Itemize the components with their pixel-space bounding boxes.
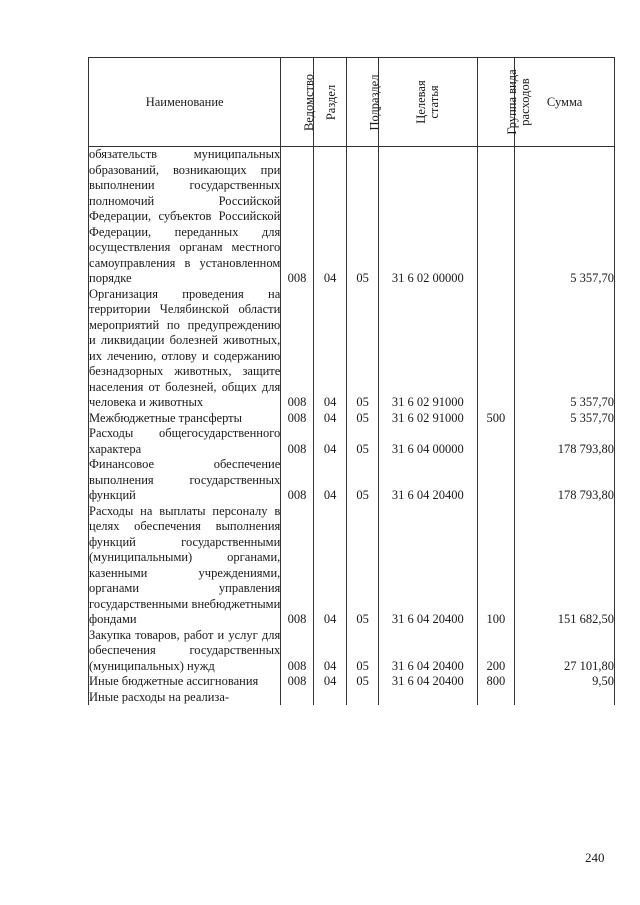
- row-razdel-cell: 04: [313, 504, 347, 628]
- row-name-cell: обязательств муниципальных образований, возникающих при выполнении государственных полномочий Российской Федерации, субъектов Российской Федерации, переданных для осуществления органам местного самоуправления в установленном порядке: [89, 147, 281, 285]
- header-name-label: Наименование: [145, 94, 224, 109]
- row-vedomstvo-cell: 008: [281, 411, 314, 427]
- row-vedomstvo-cell: [281, 690, 314, 706]
- table-row: [89, 628, 615, 675]
- row-summa-cell: 151 682,50: [515, 504, 615, 628]
- row-razdel-cell: 04: [313, 457, 347, 504]
- row-celevaya-cell: 31 6 04 20400: [378, 457, 477, 504]
- row-gruppa-cell: 200: [477, 628, 515, 675]
- row-celevaya-cell: 31 6 04 20400: [378, 628, 477, 675]
- row-podrazdel-cell: 05: [347, 628, 379, 675]
- row-gruppa-cell: 100: [477, 504, 515, 628]
- row-name-cell: Расходы на выплаты персоналу в целях обеспечения выполнения функций государственными (муниципальными) органами, казенными учреждениями, органами управления государственными внебюджетными фондами: [89, 503, 281, 626]
- row-razdel-cell: 04: [313, 411, 347, 427]
- row-celevaya-cell: 31 6 02 91000: [378, 411, 477, 427]
- row-celevaya-cell: 31 6 02 91000: [378, 287, 477, 411]
- header-razdel: [313, 58, 347, 147]
- row-name-cell: Расходы общегосударственного характера: [89, 426, 281, 456]
- row-razdel-cell: 04: [313, 674, 347, 690]
- row-summa-cell: 5 357,70: [515, 147, 615, 287]
- row-vedomstvo-cell: 008: [281, 147, 314, 287]
- row-summa-cell: 5 357,70: [515, 287, 615, 411]
- row-summa-cell: 27 101,80: [515, 628, 615, 675]
- row-podrazdel-cell: 05: [347, 674, 379, 690]
- header-vedomstvo: [281, 58, 317, 147]
- row-celevaya-cell: 31 6 04 00000: [378, 426, 477, 457]
- row-razdel-cell: 04: [313, 147, 347, 287]
- row-vedomstvo-cell: 008: [281, 287, 314, 411]
- header-razdel-label: Раздел: [324, 84, 339, 120]
- row-celevaya-cell: 31 6 04 20400: [378, 674, 477, 690]
- row-razdel-cell: 04: [313, 628, 347, 675]
- table-row: [89, 411, 615, 427]
- row-gruppa-cell: 800: [477, 674, 515, 690]
- row-vedomstvo-cell: 008: [281, 674, 314, 690]
- table-row: [89, 426, 615, 457]
- header-podrazdel-label: Подраздел: [367, 74, 382, 130]
- header-name: [89, 58, 281, 147]
- row-summa-cell: 5 357,70: [515, 411, 615, 427]
- row-gruppa-cell: [477, 457, 515, 504]
- row-razdel-cell: 04: [313, 287, 347, 411]
- row-summa-cell: 178 793,80: [515, 457, 615, 504]
- row-summa-cell: 9,50: [515, 674, 615, 690]
- row-vedomstvo-cell: 008: [281, 426, 314, 457]
- row-summa-cell: [515, 690, 615, 706]
- row-gruppa-cell: [477, 287, 515, 411]
- row-name-cell: Межбюджетные трансферты: [89, 411, 281, 427]
- header-gruppa-label: Группа вида расходов: [504, 68, 532, 135]
- header-gruppa: [477, 58, 532, 147]
- row-podrazdel-cell: 05: [347, 457, 379, 504]
- row-razdel-cell: [313, 690, 347, 706]
- row-celevaya-cell: [378, 690, 477, 706]
- row-podrazdel-cell: 05: [347, 504, 379, 628]
- row-name-cell: Иные расходы на реализа-: [89, 690, 281, 706]
- row-podrazdel-cell: 05: [347, 147, 379, 287]
- header-celevaya-label: Целевая статья: [413, 79, 441, 124]
- table-header-row: [89, 58, 615, 147]
- row-vedomstvo-cell: 008: [281, 628, 314, 675]
- row-vedomstvo-cell: 008: [281, 457, 314, 504]
- table-row: [89, 674, 615, 690]
- table-row: [89, 690, 615, 706]
- table-row: [89, 457, 615, 504]
- row-gruppa-cell: [477, 690, 515, 706]
- row-summa-cell: 178 793,80: [515, 426, 615, 457]
- row-podrazdel-cell: [347, 690, 379, 706]
- table-row: [89, 504, 615, 628]
- header-podrazdel: [347, 58, 382, 147]
- row-podrazdel-cell: 05: [347, 287, 379, 411]
- row-name-cell: Финансовое обеспечение выполнения государственных функций: [89, 457, 281, 502]
- row-podrazdel-cell: 05: [347, 426, 379, 457]
- row-name-cell: Иные бюджетные ассигнования: [89, 674, 281, 690]
- row-vedomstvo-cell: 008: [281, 504, 314, 628]
- row-podrazdel-cell: 05: [347, 411, 379, 427]
- page-number: 240: [585, 850, 605, 865]
- row-name-cell: Закупка товаров, работ и услуг для обеспечения государственных (муниципальных) нужд: [89, 627, 281, 673]
- row-razdel-cell: 04: [313, 426, 347, 457]
- row-gruppa-cell: [477, 426, 515, 457]
- header-vedomstvo-label: Ведомство: [302, 73, 317, 131]
- table-row: [89, 287, 615, 411]
- row-name-cell: Организация проведения на территории Челябинской области мероприятий по предупреждению и ликвидации болезней животных, их лечению, отлову и содержанию безнадзорных животных, защите населения от болезней, общих для человека и животных: [89, 286, 281, 409]
- row-gruppa-cell: [477, 147, 515, 287]
- table-row: [89, 147, 615, 287]
- row-celevaya-cell: 31 6 02 00000: [378, 147, 477, 287]
- row-celevaya-cell: 31 6 04 20400: [378, 504, 477, 628]
- header-summa-label: Сумма: [546, 94, 583, 109]
- row-gruppa-cell: 500: [477, 411, 515, 427]
- budget-table: [88, 57, 615, 705]
- header-celevaya: [378, 58, 477, 147]
